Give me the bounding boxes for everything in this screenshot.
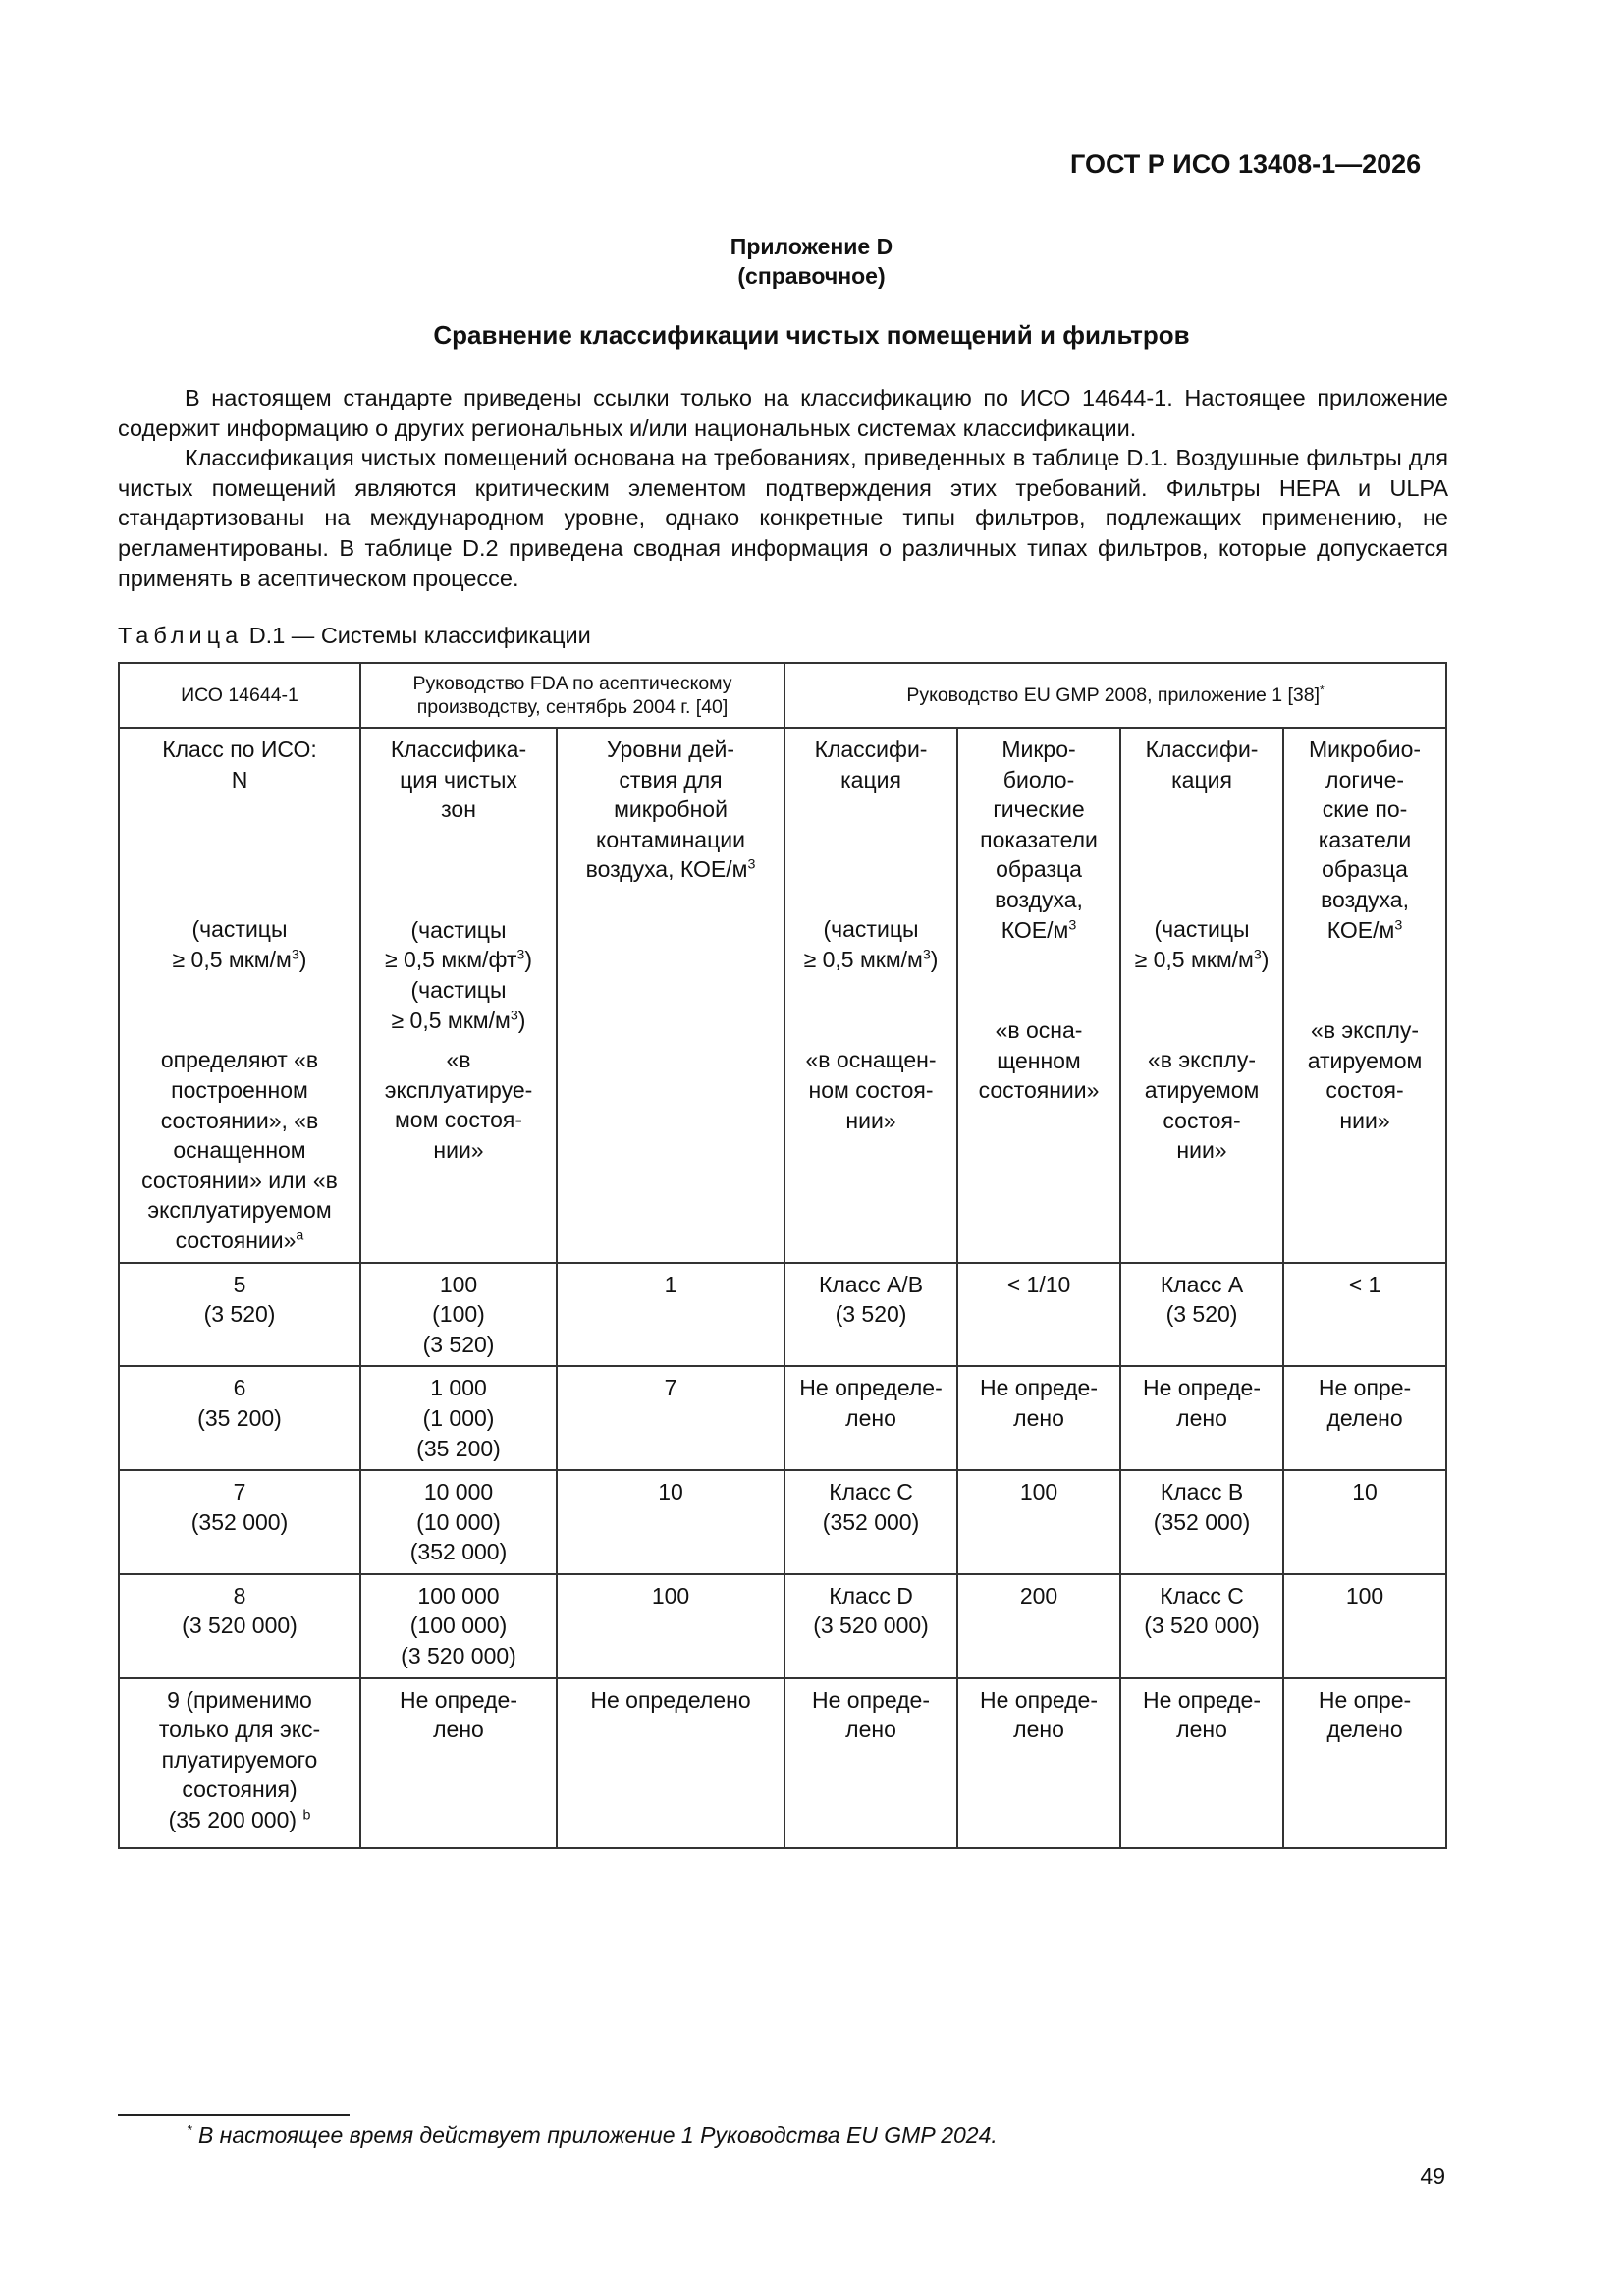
table-cell: 7 (352 000) [119,1470,360,1574]
footnote-marker-a: a [296,1228,304,1244]
table-row [119,1470,1446,1574]
header-eu-gmp: Руководство EU GMP 2008, приложение 1 [38]* [784,663,1446,728]
table-cell: 100 [957,1470,1120,1574]
table-cell: < 1/10 [957,1263,1120,1367]
table-cell: Не опреде- лено [360,1678,557,1848]
table-cell: Не опреде- лено [784,1678,957,1848]
table-cell: 100 000 (100 000) (3 520 000) [360,1574,557,1678]
body-text [118,383,1448,593]
col-header-fda-class: Классифика- ция чистых зон (частицы ≥ 0,5 мкм/$фт^3$) (частицы ≥ 0,5 мкм/$м^3$) «в эксплуатируе- мом состоя- нии» [360,728,557,1263]
table-cell: Не опре- делено [1283,1366,1446,1470]
paragraph: В настоящем стандарте приведены ссылки только на классификацию по ИСО 14644-1. Настоящее приложение содержит информацию о других региональных и/или национальных системах классификации. [118,385,1448,441]
table-cell: 1 000 (1 000) (35 200) [360,1366,557,1470]
table-row [119,1574,1446,1678]
table-row [119,1366,1446,1470]
col-header-eu-microbial-operation: Микробио- логиче- ские по- казатели образца воздуха, КОЕ/$м^3$ «в эксплу- атируемом состоя- нии» [1283,728,1446,1263]
table-cell: Класс В (352 000) [1120,1470,1283,1574]
table-cell: 7 [557,1366,784,1470]
appendix-status: (справочное) [737,263,886,289]
table-row [119,1263,1446,1367]
footnote-marker: * [187,2122,192,2139]
table-cell: 200 [957,1574,1120,1678]
classification-table [118,662,1447,1849]
table-cell: Не опреде- лено [957,1366,1120,1470]
footnote-marker-b: b [302,1807,311,1824]
col-header-eu-class-at-rest: Классифи- кация (частицы ≥ 0,5 мкм/$м^3$) «в оснащен- ном состоя- нии» [784,728,957,1263]
header-fda: Руководство FDA по асептическому производству, сентябрь 2004 г. [40] [360,663,784,728]
col-header-iso-class: Класс по ИСО: N (частицы ≥ 0,5 мкм/$м^3$) определяют «в построенном состоянии», «в оснащенном состоянии» или «в эксплуатируемом состоянии»$^a$ [119,728,360,1263]
document-code: ГОСТ Р ИСО 13408-1—2026 [1070,149,1422,179]
col-header-fda-microbial: Уровни дей- ствия для микробной контаминации воздуха, КОЕ/$м^3$ [557,728,784,1263]
footnote [187,2122,998,2149]
table-cell: 9 (применимо только для экс- плуатируемого состояния) (35 200 000) $^b$ [119,1678,360,1848]
table-cell: Не определено [557,1678,784,1848]
table-cell: 6 (35 200) [119,1366,360,1470]
col-header-eu-class-operation: Классифи- кация (частицы ≥ 0,5 мкм/$м^3$) «в эксплу- атируемом состоя- нии» [1120,728,1283,1263]
table-cell: < 1 [1283,1263,1446,1367]
table-cell: 10 000 (10 000) (352 000) [360,1470,557,1574]
table-cell: Класс D (3 520 000) [784,1574,957,1678]
footnote-divider [118,2114,350,2116]
table-caption [118,623,591,649]
page-number: 49 [1420,2163,1445,2189]
table-cell: Класс С (352 000) [784,1470,957,1574]
table-cell: 1 [557,1263,784,1367]
table-cell: Класс А/В (3 520) [784,1263,957,1367]
table-cell: 10 [1283,1470,1446,1574]
table-caption-title: D.1 — Системы классификации [248,623,591,648]
table-cell: Не опреде- лено [1120,1366,1283,1470]
table-cell: 100 [557,1574,784,1678]
table-caption-label: Таблица [118,623,243,648]
table-cell: 5 (3 520) [119,1263,360,1367]
footnote-marker: * [1320,683,1325,697]
paragraph: Классификация чистых помещений основана на требованиях, приведенных в таблице D.1. Воздушные фильтры для чистых помещений являются критическим элементом подтверждения этих требований. Фильтры HEPA и ULPA стандартизованы на международном уровне, однако конкретные типы фильтров, подлежащих применению, не регламентированы. В таблице D.2 приведена сводная информация о различных типах фильтров, которые допускается применять в асептическом процессе. [118,445,1448,591]
footnote-text: В настоящее время действует приложение 1 Руководства EU GMP 2024. [197,2122,998,2148]
table-cell: Класс А (3 520) [1120,1263,1283,1367]
table-cell: Не опреде- лено [1120,1678,1283,1848]
table-cell: Не опреде- лено [957,1678,1120,1848]
table-cell: 100 (100) (3 520) [360,1263,557,1367]
col-header-eu-microbial-at-rest: Микро- биоло- гические показатели образца воздуха, КОЕ/$м^3$ «в осна- щенном состоянии» [957,728,1120,1263]
table-cell: Не определе- лено [784,1366,957,1470]
table-column-header-row [119,728,1446,1263]
table-cell: 8 (3 520 000) [119,1574,360,1678]
table-cell: Класс С (3 520 000) [1120,1574,1283,1678]
header-iso: ИСО 14644-1 [119,663,360,728]
table-cell: 10 [557,1470,784,1574]
table-cell: Не опре- делено [1283,1678,1446,1848]
table-cell: 100 [1283,1574,1446,1678]
section-title: Сравнение классификации чистых помещений и фильтров [433,320,1190,350]
table-group-header-row [119,663,1446,728]
table-row [119,1678,1446,1848]
appendix-label: Приложение D [730,234,893,259]
